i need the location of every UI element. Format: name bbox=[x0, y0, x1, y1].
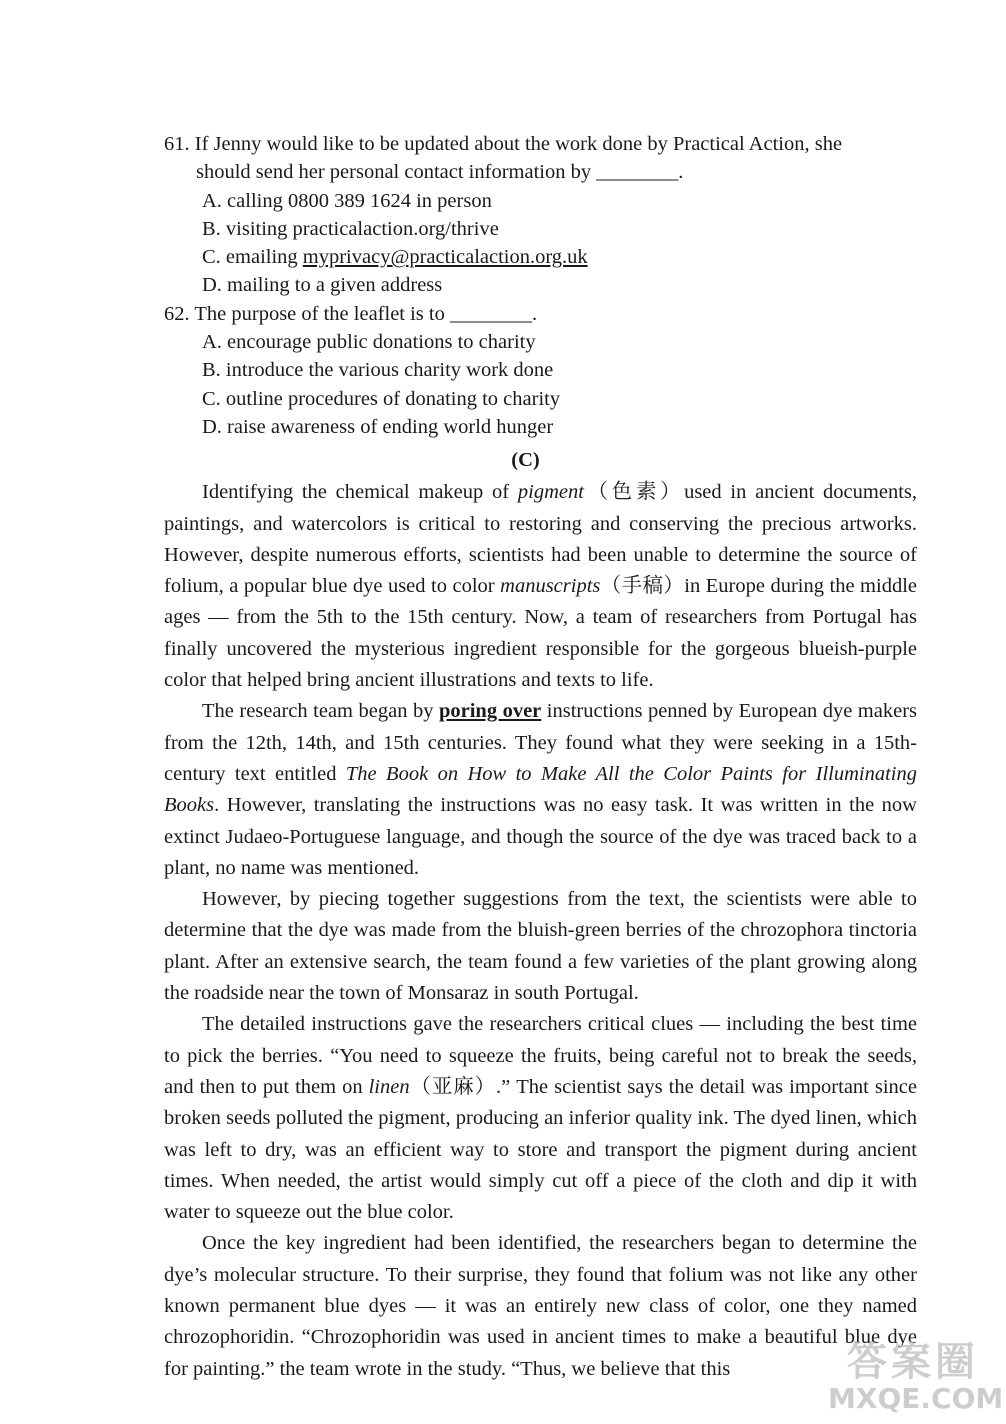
p4-text-b: （亚麻）.” The scientist says the detail was important since broken seeds polluted the pigment, producing an inferior quality ink. The dyed linen, which was left to dry, was an efficient way to store and transport the pigment during ancient times. When needed, the artist would simply cut off a piece of the cloth and dip it with water to squeeze out the blue color. bbox=[164, 1075, 917, 1224]
email-link[interactable]: myprivacy@practicalaction.org.uk bbox=[302, 246, 588, 269]
question-61 bbox=[164, 130, 917, 300]
watermark-top-text: 答案圈 bbox=[847, 1339, 979, 1385]
question-61-stem-line2: should send her personal contact information by ________. bbox=[196, 161, 684, 184]
paragraph-1 bbox=[164, 477, 917, 696]
p1-text-b: （色素）used in ancient documents, paintings, and watercolors is critical to restoring and conserving the precious artworks. However, despite numerous efforts, scientists had been unable to determine the source of folium, a popular blue dye used to color bbox=[164, 481, 917, 598]
question-62-option-a: A. encourage public donations to charity bbox=[202, 331, 536, 354]
p2-book-title: The Book on How to Make All the Color Paints for Illuminating Books bbox=[164, 762, 917, 817]
p2-text-c: . However, translating the instructions was no easy task. It was written in the now extinct Judaeo-Portuguese language, and though the source of the dye was traced back to a plant, no name was mentioned. bbox=[164, 794, 917, 879]
p2-highlight-phrase: poring over bbox=[438, 700, 542, 723]
question-61-option-b: B. visiting practicalaction.org/thrive bbox=[202, 217, 499, 240]
question-62 bbox=[164, 300, 917, 441]
paragraph-5: Once the key ingredient had been identified, the researchers began to determine the dye’s molecular structure. To their surprise, they found that folium was not like any other known permanent blue dyes — it was an entirely new class of color, one they named chrozophoridin. “Chrozophoridin was used in ancient times to make a beautiful blue dye for painting.” the team wrote in the study. “Thus, we believe that this bbox=[164, 1232, 917, 1380]
question-61-option-c bbox=[164, 243, 917, 271]
question-62-stem: 62. The purpose of the leaflet is to ________. bbox=[164, 302, 538, 325]
paragraph-2 bbox=[164, 696, 917, 884]
p1-term-manuscripts: manuscripts bbox=[500, 575, 601, 598]
p1-text-c: （手稿）in Europe during the middle ages — from the 5th to the 15th century. Now, a team of researchers from Portugal has finally uncovered the mysterious ingredient responsible for the gorgeous blueish-purple color that helped bring ancient illustrations and texts to life. bbox=[164, 575, 917, 692]
watermark-bottom-text: MXQE.COM bbox=[828, 1382, 1004, 1415]
question-61-option-a: A. calling 0800 389 1624 in person bbox=[202, 189, 492, 212]
p1-text-a: Identifying the chemical makeup of bbox=[202, 481, 518, 504]
section-heading: (C) bbox=[511, 449, 540, 472]
question-61-option-d: D. mailing to a given address bbox=[202, 274, 443, 297]
paragraph-3: However, by piecing together suggestions from the text, the scientists were able to determine that the dye was made from the bluish-green berries of the chrozophora tinctoria plant. After an extensive search, the team found a few varieties of the plant growing along the roadside near the town of Monsaraz in south Portugal. bbox=[164, 888, 917, 1005]
document-page bbox=[164, 130, 917, 1385]
p4-term-linen: linen bbox=[368, 1075, 410, 1098]
paragraph-4 bbox=[164, 1009, 917, 1228]
question-61-stem-line1: 61. If Jenny would like to be updated about the work done by Practical Action, she bbox=[164, 133, 843, 155]
p2-text-a: The research team began by bbox=[202, 700, 439, 723]
option-c-prefix: C. emailing bbox=[202, 246, 303, 269]
watermark-logo bbox=[828, 1339, 1004, 1420]
p4-text-a: The detailed instructions gave the researchers critical clues — including the best time to pick the berries. “You need to squeeze the fruits, being careful not to break the seeds, and then to put them on bbox=[164, 1013, 917, 1098]
question-62-option-c: C. outline procedures of donating to charity bbox=[202, 387, 561, 410]
question-62-option-b: B. introduce the various charity work done bbox=[202, 359, 554, 382]
p1-term-pigment: pigment bbox=[517, 481, 584, 504]
p2-text-b: instructions penned by European dye makers from the 12th, 14th, and 15th centuries. They found what they were seeking in a 15th-century text entitled bbox=[164, 700, 918, 785]
question-62-option-d: D. raise awareness of ending world hunger bbox=[202, 415, 554, 438]
